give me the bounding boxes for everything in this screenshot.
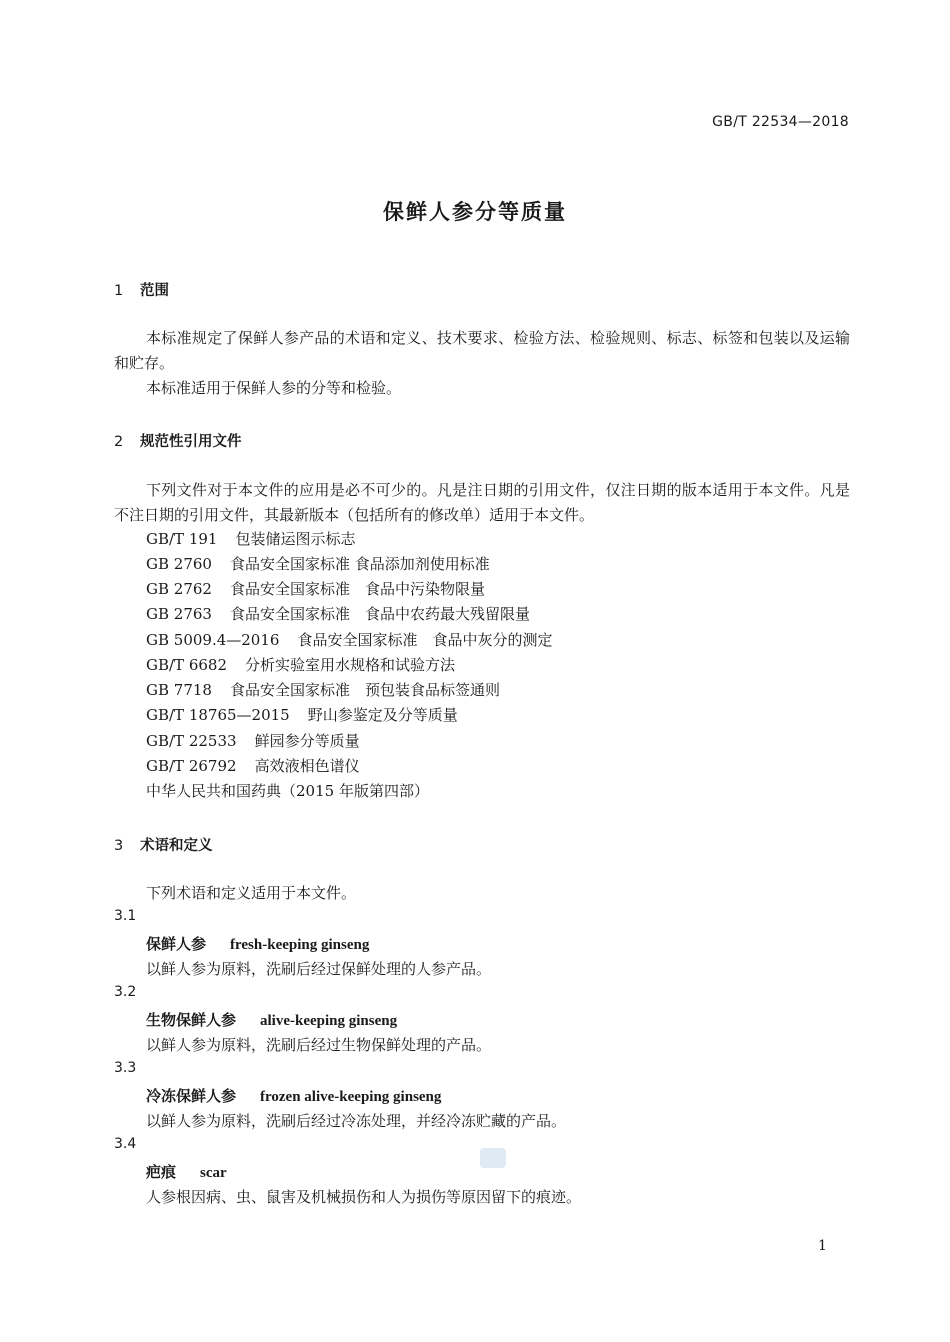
reference-item	[146, 654, 455, 675]
term-entry	[146, 1161, 227, 1182]
term-entry	[146, 1085, 441, 1106]
term-number: 3.4	[114, 1136, 137, 1152]
term-en: frozen alive-keeping ginseng	[260, 1089, 442, 1105]
reference-code: GB 5009.4—2016	[146, 631, 280, 649]
term-definition: 以鲜人参为原料，洗刷后经过冷冻处理，并经冷冻贮藏的产品。	[146, 1112, 567, 1130]
reference-code: GB/T 26792	[146, 757, 237, 775]
section-3-heading	[114, 834, 213, 855]
section-number: 3	[114, 838, 124, 854]
reference-code: GB 2762	[146, 580, 212, 598]
term-entry	[146, 1009, 397, 1030]
reference-code: GB 7718	[146, 681, 212, 699]
reference-name: 食品安全国家标准 食品添加剂使用标准	[229, 555, 490, 573]
term-zh: 冷冻保鲜人参	[146, 1087, 237, 1105]
term-zh: 疤痕	[146, 1163, 177, 1181]
section-1-paragraph-2: 本标准适用于保鲜人参的分等和检验。	[146, 379, 402, 397]
watermark-logo	[480, 1148, 506, 1168]
section-number: 2	[114, 434, 124, 450]
reference-item	[146, 755, 360, 776]
reference-code: GB/T 6682	[146, 656, 228, 674]
reference-name: 包装储运图示标志	[235, 530, 356, 548]
section-number: 1	[114, 283, 124, 299]
section-title: 规范性引用文件	[140, 434, 242, 450]
term-zh: 生物保鲜人参	[146, 1011, 237, 1029]
term-en: scar	[200, 1165, 227, 1181]
reference-item	[146, 629, 552, 650]
term-en: alive-keeping ginseng	[260, 1013, 398, 1029]
reference-code: GB 2763	[146, 605, 212, 623]
reference-name: 食品安全国家标准 食品中污染物限量	[229, 580, 485, 598]
document-title: 保鲜人参分等质量	[383, 200, 567, 224]
section-1-paragraph-1: 本标准规定了保鲜人参产品的术语和定义、技术要求、检验方法、检验规则、标志、标签和包装以及运输和贮存。	[114, 329, 850, 372]
reference-code: GB/T 18765—2015	[146, 706, 290, 724]
section-title: 范围	[140, 283, 169, 299]
reference-item	[146, 578, 485, 599]
reference-item	[146, 553, 490, 574]
section-2-heading	[114, 430, 242, 451]
page-number: 1	[818, 1238, 827, 1254]
reference-name: 食品安全国家标准 食品中灰分的测定	[297, 631, 553, 649]
section-2-paragraph-1: 下列文件对于本文件的应用是必不可少的。凡是注日期的引用文件，仅注日期的版本适用于本文件。凡是不注日期的引用文件，其最新版本（包括所有的修改单）适用于本文件。	[114, 481, 850, 524]
reference-item	[146, 603, 530, 624]
term-number: 3.2	[114, 984, 137, 1000]
section-1-heading	[114, 279, 169, 300]
reference-item	[146, 679, 500, 700]
term-en: fresh-keeping ginseng	[230, 937, 370, 953]
reference-name: 野山参鉴定及分等质量	[307, 706, 458, 724]
section-title: 术语和定义	[140, 838, 213, 854]
reference-item: 中华人民共和国药典（2015 年版第四部）	[146, 782, 429, 800]
reference-item	[146, 528, 355, 549]
term-number: 3.1	[114, 908, 137, 924]
term-definition: 以鲜人参为原料，洗刷后经过保鲜处理的人参产品。	[146, 960, 492, 978]
reference-name: 食品安全国家标准 食品中农药最大残留限量	[229, 605, 530, 623]
reference-code: GB/T 22533	[146, 732, 237, 750]
reference-item	[146, 730, 360, 751]
reference-name: 鲜园参分等质量	[254, 732, 360, 750]
standard-code: GB/T 22534—2018	[712, 114, 849, 130]
section-3-intro: 下列术语和定义适用于本文件。	[146, 884, 357, 902]
term-definition: 以鲜人参为原料，洗刷后经过生物保鲜处理的产品。	[146, 1036, 492, 1054]
term-zh: 保鲜人参	[146, 935, 207, 953]
reference-code: GB 2760	[146, 555, 212, 573]
reference-name: 分析实验室用水规格和试验方法	[245, 656, 456, 674]
reference-item	[146, 704, 458, 725]
term-entry	[146, 933, 369, 954]
term-number: 3.3	[114, 1060, 137, 1076]
reference-name: 高效液相色谱仪	[254, 757, 360, 775]
reference-code: GB/T 191	[146, 530, 218, 548]
reference-name: 食品安全国家标准 预包装食品标签通则	[229, 681, 500, 699]
term-definition: 人参根因病、虫、鼠害及机械损伤和人为损伤等原因留下的痕迹。	[146, 1188, 582, 1206]
